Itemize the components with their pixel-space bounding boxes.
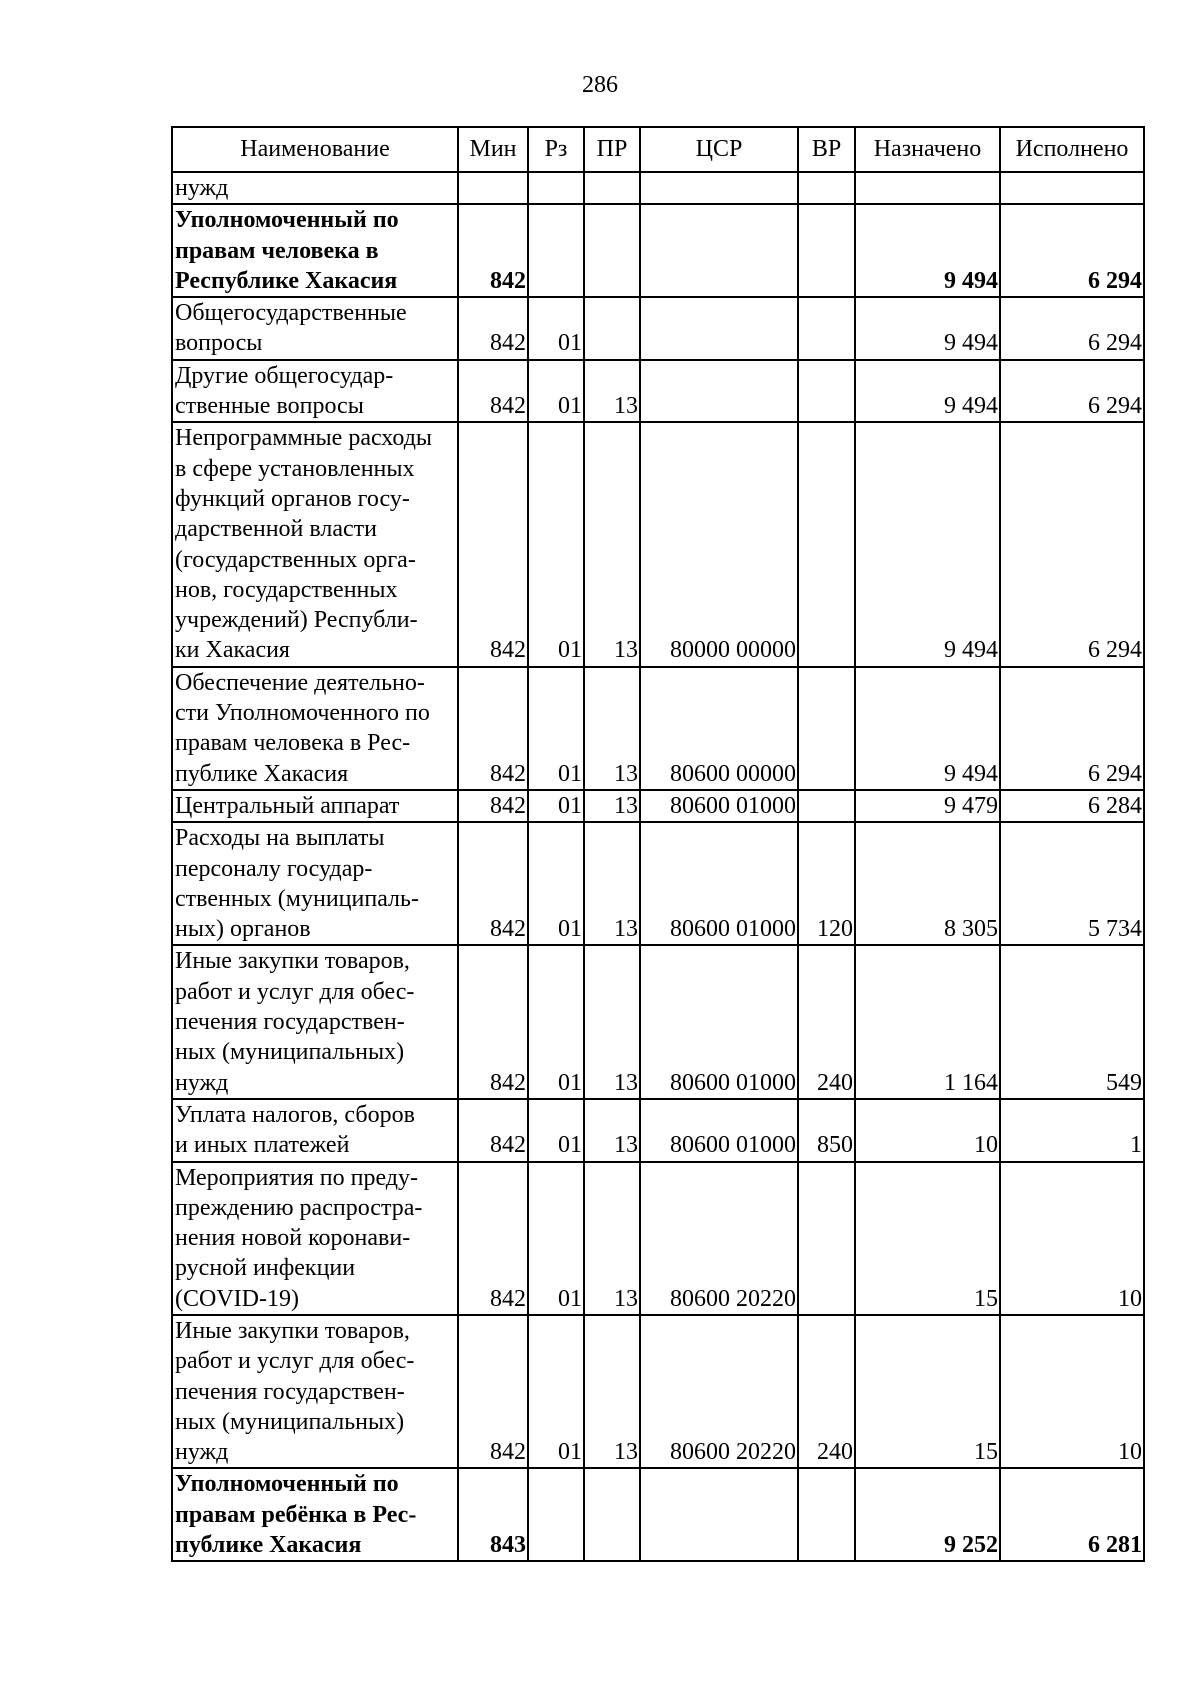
table-row — [172, 667, 1144, 790]
cell-csr: 80600 01000 — [640, 1099, 798, 1162]
cell-vr — [798, 1162, 855, 1315]
cell-assigned: 9 479 — [855, 790, 1000, 822]
cell-name-line: Мероприятия по преду- — [175, 1164, 418, 1191]
cell-executed: 1 — [1000, 1099, 1144, 1162]
cell-pr: 13 — [584, 360, 640, 423]
cell-assigned: 9 494 — [855, 360, 1000, 423]
cell-name-line: сти Уполномоченного по — [175, 700, 430, 727]
cell-name-line: работ и услуг для обес- — [175, 1348, 415, 1375]
cell-csr: 80600 00000 — [640, 667, 798, 790]
cell-rz — [528, 1468, 584, 1561]
cell-executed: 6 281 — [1000, 1468, 1144, 1561]
cell-name-line: преждению распростра- — [175, 1194, 423, 1221]
cell-min: 842 — [458, 422, 528, 666]
cell-name-line: Уплата налогов, сборов — [175, 1101, 415, 1128]
cell-name-line: функций органов госу- — [175, 485, 410, 512]
cell-min: 842 — [458, 945, 528, 1098]
table-body — [172, 172, 1144, 1561]
cell-vr — [798, 667, 855, 790]
table-row — [172, 1315, 1144, 1468]
header-vr: ВР — [798, 127, 855, 172]
cell-min: 842 — [458, 822, 528, 945]
table-row — [172, 1099, 1144, 1162]
cell-name-line: работ и услуг для обес- — [175, 978, 415, 1005]
cell-name-line: ных) органов — [175, 916, 311, 943]
cell-min: 842 — [458, 1315, 528, 1468]
cell-name-line: Непрограммные расходы — [175, 425, 433, 452]
header-min: Мин — [458, 127, 528, 172]
cell-csr — [640, 297, 798, 360]
cell-assigned: 9 494 — [855, 422, 1000, 666]
cell-assigned: 1 164 — [855, 945, 1000, 1098]
cell-rz — [528, 204, 584, 297]
cell-min — [458, 172, 528, 204]
cell-vr — [798, 297, 855, 360]
cell-rz: 01 — [528, 822, 584, 945]
header-assigned: Назначено — [855, 127, 1000, 172]
cell-name-line: Другие общегосудар- — [175, 362, 394, 389]
cell-name-line: Центральный аппарат — [175, 792, 400, 819]
cell-name-line: дарственной власти — [175, 516, 378, 543]
cell-name-line: Иные закупки товаров, — [175, 1317, 410, 1344]
cell-name — [172, 945, 458, 1098]
table-row — [172, 790, 1144, 822]
cell-assigned: 15 — [855, 1315, 1000, 1468]
cell-pr: 13 — [584, 667, 640, 790]
cell-executed: 10 — [1000, 1162, 1144, 1315]
cell-name — [172, 790, 458, 822]
cell-name-line: вопросы — [175, 330, 263, 357]
cell-vr: 850 — [798, 1099, 855, 1162]
table-row — [172, 822, 1144, 945]
cell-executed: 6 294 — [1000, 422, 1144, 666]
cell-name — [172, 1315, 458, 1468]
cell-vr: 120 — [798, 822, 855, 945]
table-row — [172, 1468, 1144, 1561]
cell-name-line: Расходы на выплаты — [175, 825, 385, 852]
cell-csr: 80600 01000 — [640, 822, 798, 945]
cell-csr — [640, 360, 798, 423]
cell-pr: 13 — [584, 1315, 640, 1468]
table-row — [172, 204, 1144, 297]
cell-csr: 80000 00000 — [640, 422, 798, 666]
cell-vr: 240 — [798, 945, 855, 1098]
cell-vr — [798, 360, 855, 423]
cell-executed: 549 — [1000, 945, 1144, 1098]
cell-name-line: ственных (муниципаль- — [175, 885, 419, 912]
cell-name-line: в сфере установленных — [175, 455, 415, 482]
cell-name-line: ки Хакасия — [175, 637, 290, 664]
cell-executed: 6 294 — [1000, 667, 1144, 790]
cell-min: 842 — [458, 360, 528, 423]
cell-name — [172, 422, 458, 666]
cell-name-line: нужд — [175, 1069, 229, 1096]
cell-assigned: 9 252 — [855, 1468, 1000, 1561]
cell-rz: 01 — [528, 945, 584, 1098]
cell-vr — [798, 172, 855, 204]
cell-name-line: правам ребёнка в Рес- — [175, 1501, 417, 1528]
cell-vr — [798, 790, 855, 822]
cell-rz: 01 — [528, 297, 584, 360]
cell-executed: 6 294 — [1000, 360, 1144, 423]
cell-pr: 13 — [584, 945, 640, 1098]
cell-name-line: нов, государственных — [175, 576, 398, 603]
table-row — [172, 172, 1144, 204]
cell-csr: 80600 01000 — [640, 945, 798, 1098]
cell-rz: 01 — [528, 360, 584, 423]
table-row — [172, 1162, 1144, 1315]
cell-name-line: (государственных орга- — [175, 546, 416, 573]
cell-name — [172, 667, 458, 790]
cell-name-line: русной инфекции — [175, 1255, 356, 1282]
cell-assigned: 10 — [855, 1099, 1000, 1162]
cell-rz: 01 — [528, 422, 584, 666]
cell-csr: 80600 01000 — [640, 790, 798, 822]
cell-name-line: персоналу государ- — [175, 855, 373, 882]
cell-name-line: и иных платежей — [175, 1132, 350, 1159]
cell-name-line: ных (муниципальных) — [175, 1408, 405, 1435]
cell-assigned: 15 — [855, 1162, 1000, 1315]
cell-csr — [640, 172, 798, 204]
cell-name-line: нения новой коронави- — [175, 1225, 411, 1252]
cell-executed: 6 294 — [1000, 204, 1144, 297]
cell-vr: 240 — [798, 1315, 855, 1468]
cell-pr — [584, 297, 640, 360]
cell-executed: 5 734 — [1000, 822, 1144, 945]
cell-assigned: 8 305 — [855, 822, 1000, 945]
header-executed: Исполнено — [1000, 127, 1144, 172]
cell-name-line: правам человека в — [175, 237, 379, 264]
cell-rz: 01 — [528, 1315, 584, 1468]
cell-name-line: правам человека в Рес- — [175, 730, 411, 757]
cell-executed: 6 294 — [1000, 297, 1144, 360]
cell-min: 842 — [458, 667, 528, 790]
cell-name-line: печения государствен- — [175, 1009, 405, 1036]
cell-rz: 01 — [528, 1099, 584, 1162]
cell-name-line: печения государствен- — [175, 1378, 405, 1405]
cell-executed — [1000, 172, 1144, 204]
cell-name-line: Иные закупки товаров, — [175, 948, 410, 975]
page-number: 286 — [582, 72, 618, 98]
header-rz: Рз — [528, 127, 584, 172]
cell-csr: 80600 20220 — [640, 1315, 798, 1468]
cell-name — [172, 204, 458, 297]
cell-min: 843 — [458, 1468, 528, 1561]
cell-vr — [798, 1468, 855, 1561]
cell-pr: 13 — [584, 790, 640, 822]
cell-name-line: ных (муниципальных) — [175, 1039, 405, 1066]
cell-min: 842 — [458, 1162, 528, 1315]
cell-name-line: нужд — [175, 175, 229, 201]
cell-rz — [528, 172, 584, 204]
cell-vr — [798, 422, 855, 666]
cell-name-line: Республике Хакасия — [175, 267, 398, 294]
cell-assigned: 9 494 — [855, 297, 1000, 360]
header-csr: ЦСР — [640, 127, 798, 172]
cell-name-line: Уполномоченный по — [175, 207, 399, 234]
header-pr: ПР — [584, 127, 640, 172]
cell-csr: 80600 20220 — [640, 1162, 798, 1315]
cell-name — [172, 360, 458, 423]
cell-pr: 13 — [584, 422, 640, 666]
cell-csr — [640, 204, 798, 297]
cell-csr — [640, 1468, 798, 1561]
cell-name — [172, 822, 458, 945]
cell-name — [172, 1468, 458, 1561]
cell-name-line: нужд — [175, 1439, 229, 1466]
cell-name — [172, 1099, 458, 1162]
cell-min: 842 — [458, 1099, 528, 1162]
table-row — [172, 297, 1144, 360]
budget-table — [171, 126, 1145, 1562]
table-row — [172, 945, 1144, 1098]
cell-pr: 13 — [584, 822, 640, 945]
cell-name — [172, 297, 458, 360]
cell-name-line: (COVID-19) — [175, 1285, 299, 1312]
cell-pr — [584, 1468, 640, 1561]
cell-name-line: ственные вопросы — [175, 393, 364, 420]
cell-pr — [584, 204, 640, 297]
cell-pr: 13 — [584, 1099, 640, 1162]
header-name: Наименование — [172, 127, 458, 172]
cell-min: 842 — [458, 790, 528, 822]
cell-name-line: публике Хакасия — [175, 760, 349, 787]
cell-min: 842 — [458, 297, 528, 360]
cell-rz: 01 — [528, 790, 584, 822]
cell-assigned — [855, 172, 1000, 204]
cell-name — [172, 1162, 458, 1315]
cell-rz: 01 — [528, 667, 584, 790]
table-row — [172, 422, 1144, 666]
cell-name-line: Общегосударственные — [175, 300, 407, 327]
cell-name — [172, 172, 458, 204]
cell-vr — [798, 204, 855, 297]
table-row — [172, 360, 1144, 423]
cell-pr — [584, 172, 640, 204]
cell-executed: 10 — [1000, 1315, 1144, 1468]
cell-name-line: Обеспечение деятельно- — [175, 669, 425, 696]
cell-name-line: публике Хакасия — [175, 1532, 362, 1559]
cell-name-line: учреждений) Республи- — [175, 607, 418, 634]
cell-rz: 01 — [528, 1162, 584, 1315]
cell-name-line: Уполномоченный по — [175, 1471, 399, 1498]
cell-assigned: 9 494 — [855, 667, 1000, 790]
cell-executed: 6 284 — [1000, 790, 1144, 822]
cell-min: 842 — [458, 204, 528, 297]
cell-pr: 13 — [584, 1162, 640, 1315]
cell-assigned: 9 494 — [855, 204, 1000, 297]
table-header-row — [172, 127, 1144, 172]
